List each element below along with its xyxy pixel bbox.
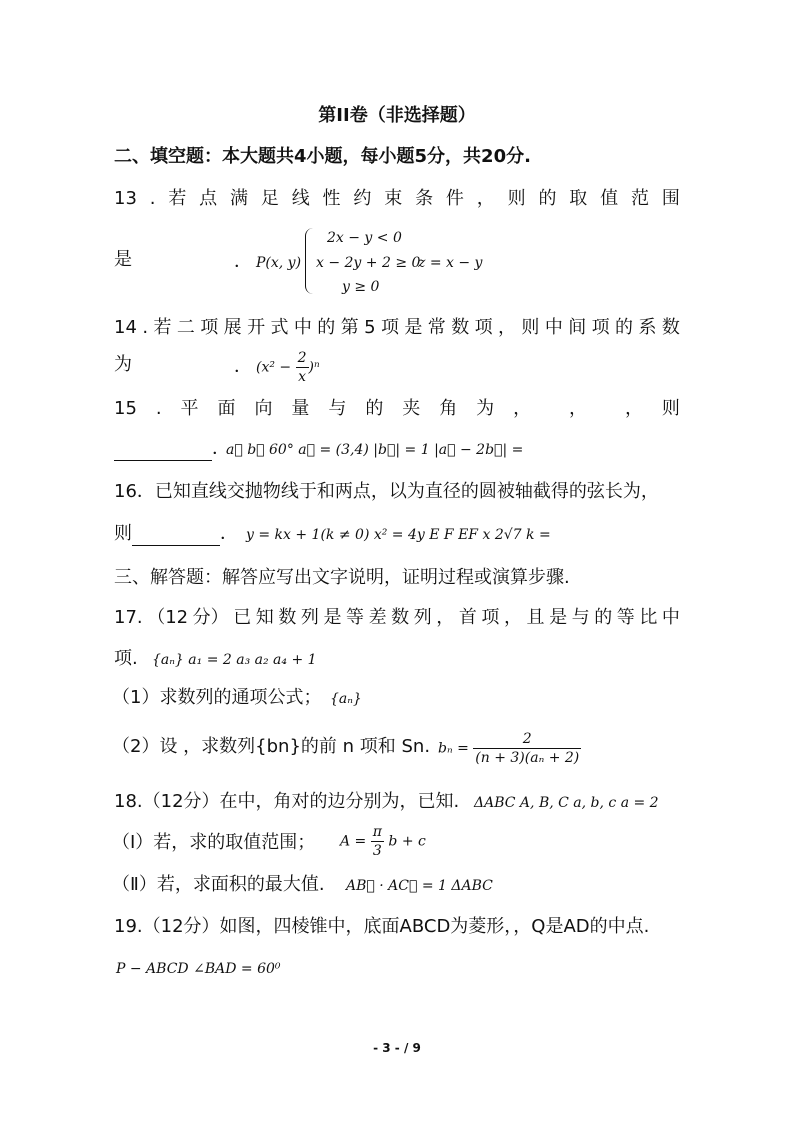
q17-char: 列 (413, 607, 432, 628)
q14-char: 的 (317, 317, 336, 338)
q13-char: 取 (569, 188, 588, 209)
q14-char: 开 (247, 317, 266, 338)
q17-line-1 (114, 606, 680, 630)
q18-math: ΔABC A, B, C a, b, c a = 2 (474, 795, 659, 811)
q17-bn-lhs: bₙ = (438, 740, 469, 757)
q17-bn-num: 2 (473, 730, 581, 749)
q17-char: 等 (616, 607, 635, 628)
q15-char: 面 (217, 398, 236, 419)
q13-constraint-3: y ≥ 0 (342, 279, 380, 295)
q14-char: 5 (364, 317, 376, 338)
q17-char: ， (503, 607, 522, 628)
q13-char: 线 (291, 188, 310, 209)
q13-line-2: 是 (114, 249, 132, 270)
q14-char: ， (498, 317, 516, 338)
q16-dot: ． (220, 523, 238, 544)
q18-line-1: 18.（12分）在中，角对的边分别为，已知. (114, 791, 460, 812)
q14-fraction (296, 349, 309, 386)
q14-char: 若 (153, 317, 172, 338)
q14-char: 数 (451, 317, 470, 338)
q13-char: 围 (661, 188, 680, 209)
q14-char: 中 (544, 317, 563, 338)
q15-dot: ． (212, 438, 230, 459)
q17-char: 与 (571, 607, 590, 628)
q17-char: 中 (661, 607, 680, 628)
q17-char: 且 (526, 607, 545, 628)
q15-char: ， (624, 398, 643, 419)
section-2-title: 二、填空题：本大题共4小题，每小题5分，共20分. (114, 146, 531, 167)
q13-char: 13 (114, 188, 137, 209)
q17-part-2: （2）设 ，求数列{bn}的前 n 项和 Sn. (112, 736, 431, 757)
q13-brace (305, 228, 313, 294)
q14-char: 是 (404, 317, 423, 338)
q17-line-2: 项. (114, 648, 138, 669)
q15-char: 平 (180, 398, 199, 419)
q15-line-1 (114, 397, 680, 421)
q15-char: 角 (439, 398, 458, 419)
q14-expr-pre: (x² − (256, 359, 296, 376)
q18-part-1: （Ⅰ）若，求的取值范围； (112, 832, 316, 853)
section-heading: 第II卷（非选择题） (318, 105, 476, 126)
q14-char: 中 (293, 317, 312, 338)
q14-char: 展 (223, 317, 242, 338)
q17-char: 17. (114, 607, 143, 628)
q18-pi-fraction (371, 823, 384, 860)
q17-bn-fraction (473, 730, 581, 767)
q14-frac-num: 2 (297, 350, 307, 366)
q14-char: 14 (114, 317, 137, 338)
q15-char: ， (569, 398, 588, 419)
q15-answer-blank[interactable] (114, 444, 212, 461)
q14-frac-den: x (298, 369, 307, 385)
q13-line-1 (114, 187, 680, 211)
q17-char: 分） (192, 607, 229, 628)
q14-char: 项 (591, 317, 610, 338)
q17-char: 差 (368, 607, 387, 628)
q18-b-plus-c: b + c (388, 833, 426, 850)
q14-char: 则 (521, 317, 540, 338)
q18-part-1-math (340, 823, 426, 860)
q15-line-2 (114, 437, 230, 461)
q15-char: ， (513, 398, 532, 419)
q13-objective: z = x − y (418, 255, 483, 271)
q14-char: 式 (270, 317, 289, 338)
q17-char: 是 (549, 607, 568, 628)
q19-math: P − ABCD ∠BAD = 60⁰ (116, 961, 281, 977)
q17-char: 比 (639, 607, 658, 628)
q16-answer-blank[interactable] (132, 529, 220, 546)
q17-char: 列 (300, 607, 319, 628)
q13-char: 的 (538, 188, 557, 209)
q14-char: 的 (615, 317, 634, 338)
q17-part-2-math (438, 730, 581, 767)
q18-part-2-math: AB⃗ · AC⃗ = 1 ΔABC (346, 878, 493, 894)
q13-char: 则 (507, 188, 526, 209)
q17-char: 已 (233, 607, 252, 628)
q15-char: 量 (291, 398, 310, 419)
q13-char: 满 (230, 188, 249, 209)
q15-char: 则 (661, 398, 680, 419)
q14-char: 项 (200, 317, 219, 338)
q13-point: P(x, y) (256, 255, 302, 271)
q17-char: 数 (391, 607, 410, 628)
q14-expression (256, 349, 320, 386)
q14-line-2: 为 (114, 354, 132, 375)
q13-char: 束 (384, 188, 403, 209)
q16-math: y = kx + 1(k ≠ 0) x² = 4y E F EF x 2√7 k = (246, 527, 551, 543)
q17-char: （12 (147, 607, 189, 628)
q15-char: 15 (114, 398, 137, 419)
q17-char: 首 (458, 607, 477, 628)
q14-line-1 (114, 316, 680, 340)
q13-char: 件 (445, 188, 464, 209)
q13-char: . (149, 188, 156, 209)
q15-char: 与 (328, 398, 347, 419)
q15-char: 夹 (402, 398, 421, 419)
q13-char: ， (476, 188, 495, 209)
q15-char: 为 (476, 398, 495, 419)
q17-char: 是 (323, 607, 342, 628)
q17-char: 等 (346, 607, 365, 628)
q19-line-1: 19.（12分）如图，四棱锥中，底面ABCD为菱形，，Q是AD的中点. (114, 916, 650, 937)
q18-pi-num: π (372, 824, 382, 840)
q17-char: 知 (255, 607, 274, 628)
q13-char: 值 (600, 188, 619, 209)
q16-line-1: 16．已知直线交抛物线于和两点，以为直径的圆被轴截得的弦长为， (114, 481, 659, 502)
q14-char: 项 (380, 317, 399, 338)
q13-char: 约 (353, 188, 372, 209)
q17-math: {aₙ} a₁ = 2 a₃ a₂ a₄ + 1 (152, 652, 317, 668)
q14-char: . (142, 317, 149, 338)
q17-char: ， (436, 607, 455, 628)
q15-char: . (155, 398, 162, 419)
q14-char: 第 (340, 317, 359, 338)
q17-char: 数 (278, 607, 297, 628)
q13-char: 足 (260, 188, 279, 209)
q13-char: 性 (322, 188, 341, 209)
q14-char: 间 (568, 317, 587, 338)
q17-bn-den: (n + 3)(aₙ + 2) (475, 750, 580, 766)
q17-part-1: （1）求数列的通项公式； (112, 687, 322, 708)
q13-char: 范 (630, 188, 649, 209)
q13-char: 若 (168, 188, 187, 209)
q15-char: 的 (365, 398, 384, 419)
q15-math: a⃗ b⃗ 60° a⃗ = (3,4) |b⃗| = 1 |a⃗ − 2b⃗| = (226, 442, 524, 458)
page-number: - 3 - / 9 (373, 1041, 421, 1055)
q17-char: 的 (594, 607, 613, 628)
q13-dot: ． (234, 251, 252, 272)
q17-part-1-math: {aₙ} (330, 691, 362, 707)
q14-char: 二 (176, 317, 195, 338)
q16-line-2 (114, 522, 238, 546)
q18-a-lhs: A = (340, 833, 367, 850)
q14-expr-post: )ⁿ (308, 359, 320, 376)
q14-char: 常 (427, 317, 446, 338)
q13-char: 条 (415, 188, 434, 209)
q13-char: 点 (199, 188, 218, 209)
q14-char: 数 (661, 317, 680, 338)
q14-dot: ． (234, 356, 252, 377)
q18-pi-den: 3 (372, 843, 382, 859)
q13-constraint-1: 2x − y < 0 (327, 230, 402, 246)
q13-constraint-2: x − 2y + 2 ≥ 0 (316, 255, 421, 271)
q18-part-2: （Ⅱ）若，求面积的最大值. (112, 874, 325, 895)
q16-then: 则 (114, 523, 132, 544)
q14-char: 项 (474, 317, 493, 338)
q14-char: 系 (638, 317, 657, 338)
q17-char: 项 (481, 607, 500, 628)
section-3-title: 三、解答题：解答应写出文字说明，证明过程或演算步骤. (114, 567, 570, 588)
q15-char: 向 (254, 398, 273, 419)
